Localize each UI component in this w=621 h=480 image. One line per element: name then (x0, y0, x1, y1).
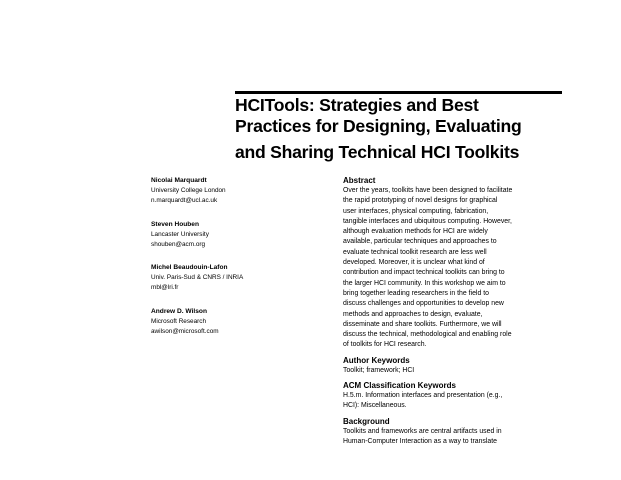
title-rule (235, 91, 562, 94)
title-line: and Sharing Technical HCI Toolkits (235, 142, 520, 162)
author-affiliation: Univ. Paris-Sud & CNRS / INRIA (151, 274, 244, 281)
text-line: discuss challenges and opportunities to develop new (343, 300, 504, 308)
author-affiliation: Lancaster University (151, 230, 209, 238)
title-line: Practices for Designing, Evaluating (235, 116, 522, 136)
author-block (151, 263, 311, 293)
text-line: Toolkits and frameworks are central artifacts used in (343, 427, 502, 435)
author-block (151, 220, 311, 250)
author-block (151, 176, 311, 206)
acm-text (343, 391, 563, 412)
author-name: Michel Beaudouin-Lafon (151, 264, 228, 271)
abstract-text (343, 186, 563, 351)
author-affiliation: University College London (151, 187, 226, 194)
author-email: shouben@acm.org (151, 240, 206, 248)
text-line: contribution and impact technical toolkits can bring to (343, 269, 505, 277)
acm-keywords-section (343, 381, 563, 412)
text-line: developed. Moreover, it is unclear what kind of (343, 259, 485, 267)
author-block (151, 307, 311, 337)
author-email: n.marquardt@ucl.ac.uk (151, 197, 218, 204)
text-line: Human-Computer Interaction as a way to translate (343, 437, 497, 445)
author-email: awilson@microsoft.com (151, 327, 219, 335)
text-line: although evaluation methods for HCI are widely (343, 228, 488, 236)
text-line: bring together leading researchers in the field to (343, 289, 489, 297)
author-list (151, 176, 311, 350)
author-name: Steven Houben (151, 220, 199, 228)
background-section (343, 417, 563, 448)
text-line: the rapid prototyping of novel designs for graphical (343, 197, 498, 205)
text-line: H.5.m. Information interfaces and presentation (e.g., (343, 392, 503, 400)
text-line: available, particular techniques and approaches to (343, 238, 497, 246)
text-line: discuss the technical, methodological and enabling role (343, 331, 512, 339)
section-heading: Author Keywords (343, 355, 410, 365)
text-line: Over the years, toolkits have been designed to facilitate (343, 187, 513, 194)
background-text (343, 427, 563, 448)
author-name: Nicolai Marquardt (151, 177, 207, 184)
text-line: of toolkits for HCI research. (343, 341, 427, 349)
section-heading: ACM Classification Keywords (343, 381, 456, 391)
text-line: evaluate technical toolkit research are less well (343, 248, 487, 256)
main-column (343, 176, 563, 452)
text-line: methods and approaches to design, evaluate, (343, 310, 483, 318)
keywords-text (343, 366, 563, 376)
paper-title (235, 95, 575, 163)
abstract-section (343, 176, 563, 351)
text-line: user interfaces, physical computing, fabrication, (343, 207, 489, 215)
section-heading: Background (343, 416, 390, 426)
author-email: mbl@lri.fr (151, 284, 179, 291)
text-line: disseminate and share toolkits. Furthermore, we will (343, 320, 502, 328)
section-heading: Abstract (343, 176, 376, 185)
text-line: HCI): Miscellaneous. (343, 402, 407, 410)
title-line: HCITools: Strategies and Best (235, 95, 479, 115)
text-line: Toolkit; framework; HCI (343, 366, 415, 374)
author-keywords-section (343, 356, 563, 376)
author-name: Andrew D. Wilson (151, 307, 207, 315)
text-line: the larger HCI community. In this workshop we aim to (343, 279, 506, 287)
text-line: tangible interfaces and ubiquitous computing. However, (343, 217, 512, 225)
author-affiliation: Microsoft Research (151, 317, 207, 325)
